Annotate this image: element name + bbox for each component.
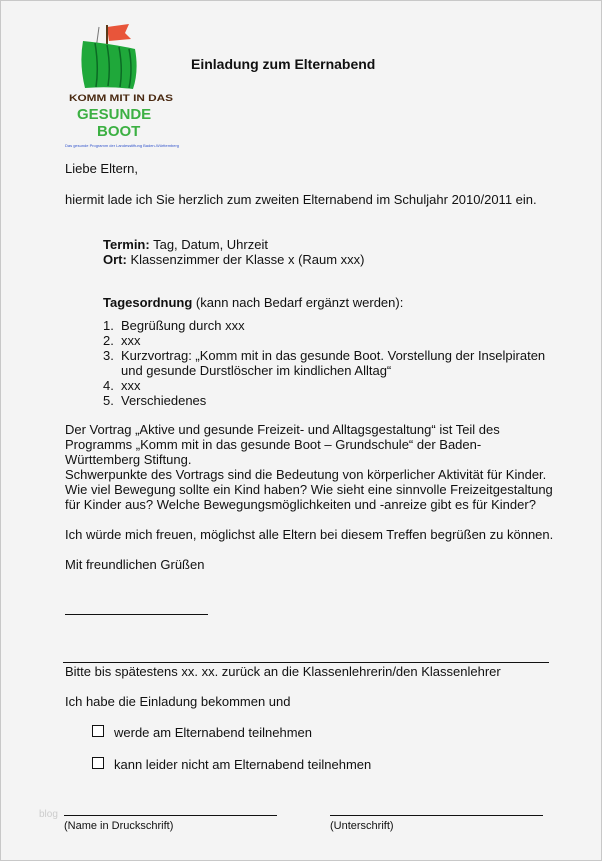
item-text: xxx (121, 333, 141, 348)
logo-line1: KOMM MIT IN DAS (69, 93, 173, 103)
termin-line (103, 237, 268, 252)
ort-value: Klassenzimmer der Klasse x (Raum xxx) (126, 252, 365, 267)
paragraph-line: Schwerpunkte des Vortrags sind die Bedeutung von körperlicher Aktivität für Kinder. (65, 467, 547, 482)
item-text: und gesunde Durstlöscher im kindlichen Alltag“ (121, 363, 392, 378)
logo-tagline: Das gesunde Programm der Landesstiftung Baden-Württemberg (65, 143, 179, 148)
item-text: Verschiedenes (121, 393, 207, 408)
paragraph-line: Der Vortrag „Aktive und gesunde Freizeit- und Alltagsgestaltung“ ist Teil des (65, 422, 500, 437)
decline-checkbox[interactable] (92, 757, 104, 769)
logo-line2: GESUNDE (77, 106, 152, 123)
intro-text: hiermit lade ich Sie herzlich zum zweiten Elternabend im Schuljahr 2010/2011 ein. (65, 192, 537, 207)
body-paragraph (65, 422, 553, 512)
paragraph-line: Programms „Komm mit in das gesunde Boot – Grundschule“ der Baden- (65, 437, 482, 452)
item-text: Begrüßung durch xxx (121, 318, 245, 333)
paragraph-line: Württemberg Stiftung. (65, 452, 192, 467)
attend-checkbox[interactable] (92, 725, 104, 737)
list-item (103, 348, 545, 378)
item-number: 1. (103, 318, 114, 333)
item-number: 5. (103, 393, 114, 408)
cut-line (63, 662, 549, 663)
name-line (64, 815, 277, 816)
ort-label: Ort: (103, 252, 127, 267)
list-item (103, 393, 545, 408)
watermark: blog (39, 809, 58, 820)
signature-line-2 (330, 815, 543, 816)
closing-text: Ich würde mich freuen, möglichst alle Eltern bei diesem Treffen begrüßen zu können. (65, 527, 554, 542)
return-note: Bitte bis spätestens xx. xx. zurück an die Klassenlehrerin/den Klassenlehrer (65, 664, 501, 679)
termin-value: Tag, Datum, Uhrzeit (149, 237, 268, 252)
gesunde-boot-logo (63, 19, 181, 149)
decline-label: kann leider nicht am Elternabend teilnehmen (114, 757, 372, 772)
name-caption: (Name in Druckschrift) (64, 820, 174, 832)
list-item (103, 378, 545, 393)
logo-line3: BOOT (97, 123, 141, 140)
termin-label: Termin: (103, 237, 150, 252)
paragraph-line: für Kinder aus? Welche Bewegungsmöglichkeiten und -anreize gibt es für Kinder? (65, 497, 536, 512)
signature-caption: (Unterschrift) (330, 820, 394, 832)
item-number: 3. (103, 348, 114, 363)
salutation: Liebe Eltern, (65, 161, 138, 176)
agenda-label: Tagesordnung (103, 295, 193, 310)
page-title: Einladung zum Elternabend (191, 56, 376, 72)
greeting: Mit freundlichen Grüßen (65, 557, 205, 572)
received-text: Ich habe die Einladung bekommen und (65, 694, 291, 709)
flag-icon (107, 24, 131, 41)
signature-line (65, 614, 208, 615)
attend-label: werde am Elternabend teilnehmen (114, 725, 313, 740)
list-item (103, 333, 545, 348)
item-number: 2. (103, 333, 114, 348)
paragraph-line: Wie viel Bewegung sollte ein Kind haben? Wie sieht eine sinnvolle Freizeitgestaltung (65, 482, 553, 497)
item-text: xxx (121, 378, 141, 393)
agenda-heading (103, 295, 403, 310)
agenda-list (103, 318, 545, 408)
ort-line (103, 252, 365, 267)
item-number: 4. (103, 378, 114, 393)
list-item (103, 318, 545, 333)
item-text: Kurzvortrag: „Komm mit in das gesunde Boot. Vorstellung der Inselpiraten (121, 348, 546, 363)
agenda-note: (kann nach Bedarf ergänzt werden): (192, 295, 404, 310)
